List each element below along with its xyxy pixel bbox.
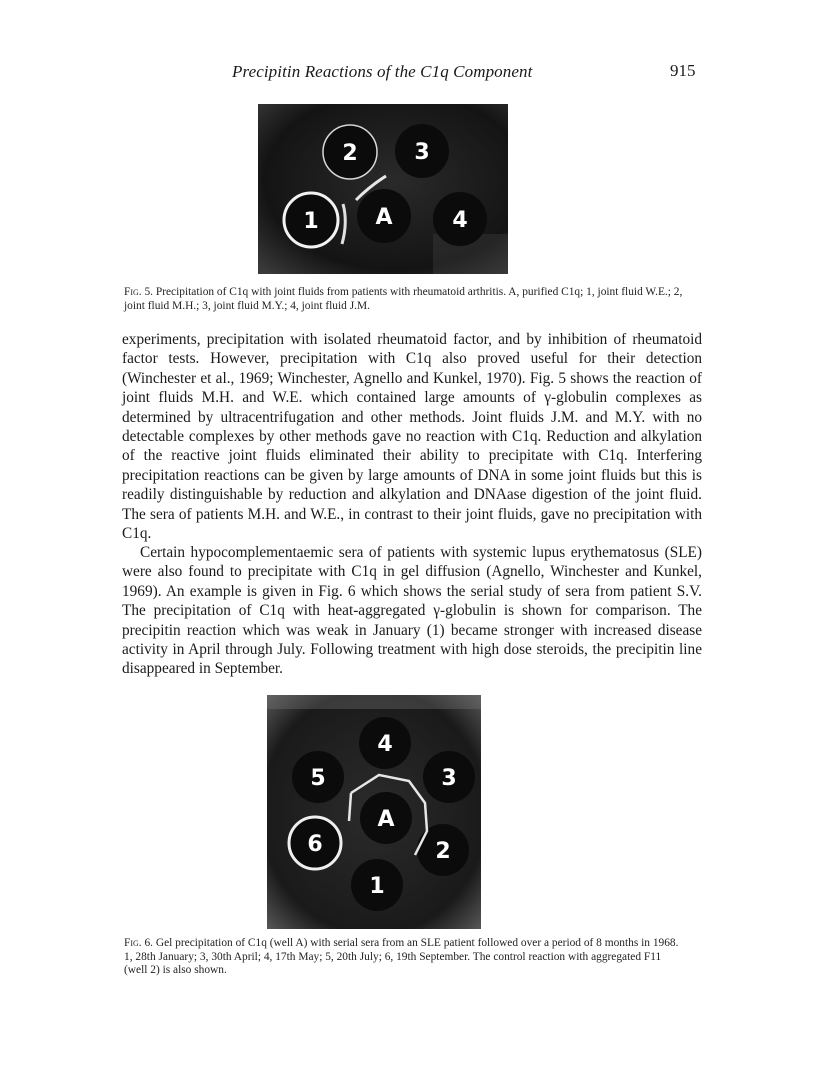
well-label-3: 3 (441, 766, 457, 791)
figure-6-gel-image (267, 695, 481, 929)
well-label-1: 1 (303, 209, 319, 234)
well-label-a: A (375, 205, 393, 230)
figure-5-caption (124, 286, 694, 313)
figure-5-gel-image (258, 104, 508, 274)
paragraph-2: Certain hypocomplementaemic sera of patients with systemic lupus erythematosus (SLE) were also found to precipitate with C1q in gel diffusion (Agnello, Winchester and Kunkel, 1969). An example is given in Fig. 6 which shows the serial study of sera from patient S.V. The precipitation of C1q with heat-aggregated γ-globulin is shown for comparison. The precipitin reaction which was weak in January (1) became stronger with increased disease activity in April through July. Following treatment with high dose steroids, the precipitin line disappeared in September. (122, 544, 702, 678)
well-label-6: 6 (307, 832, 323, 857)
figure-5-caption-text: Precipitation of C1q with joint fluids from patients with rheumatoid arthritis. A, purified C1q; 1, joint fluid W.E.; 2, joint fluid M.H.; 3, joint fluid M.Y.; 4, joint fluid J.M. (124, 286, 683, 312)
well-label-1: 1 (369, 874, 385, 899)
well-label-5: 5 (310, 766, 326, 791)
figure-5-label: Fig. 5. (124, 286, 154, 298)
paragraph-1: experiments, precipitation with isolated rheumatoid factor, and by inhibition of rheumatoid factor tests. However, precipitation with C1q also proved useful for their detection (Winchester et al., 1969; Winchester, Agnello and Kunkel, 1970). Fig. 5 shows the reaction of joint fluids M.H. and W.E. which contained large amounts of γ-globulin complexes as determined by ultracentrifugation and other methods. Joint fluids J.M. and M.Y. with no detectable complexes by other methods gave no reaction with C1q. Reduction and alkylation of the reactive joint fluids eliminated their ability to precipitate with C1q. Interfering precipitation reactions can be given by large amounts of DNA in some joint fluids but this is readily distinguishable by reduction and alkylation and DNAase digestion of the joint fluid. The sera of patients M.H. and W.E., in contrast to their joint fluids, gave no precipitation with C1q. (122, 331, 702, 543)
well-label-2: 2 (435, 839, 451, 864)
well-label-3: 3 (414, 140, 430, 165)
figure-6-caption (124, 937, 684, 978)
well-label-a: A (377, 807, 395, 832)
page-number: 915 (670, 61, 696, 80)
body-paragraph-2 (122, 543, 702, 679)
well-label-2: 2 (342, 141, 358, 166)
body-paragraph-1 (122, 330, 702, 543)
figure-6-label: Fig. 6. (124, 937, 154, 949)
running-header-title: Precipitin Reactions of the C1q Component (232, 62, 533, 81)
well-label-4: 4 (377, 732, 393, 757)
figure-6-caption-text: Gel precipitation of C1q (well A) with serial sera from an SLE patient followed over a period of 8 months in 1968. 1, 28th January; 3, 30th April; 4, 17th May; 5, 20th July; 6, 19th September. The control reaction with aggregated F11 (well 2) is also shown. (124, 937, 679, 977)
well-label-4: 4 (452, 208, 468, 233)
